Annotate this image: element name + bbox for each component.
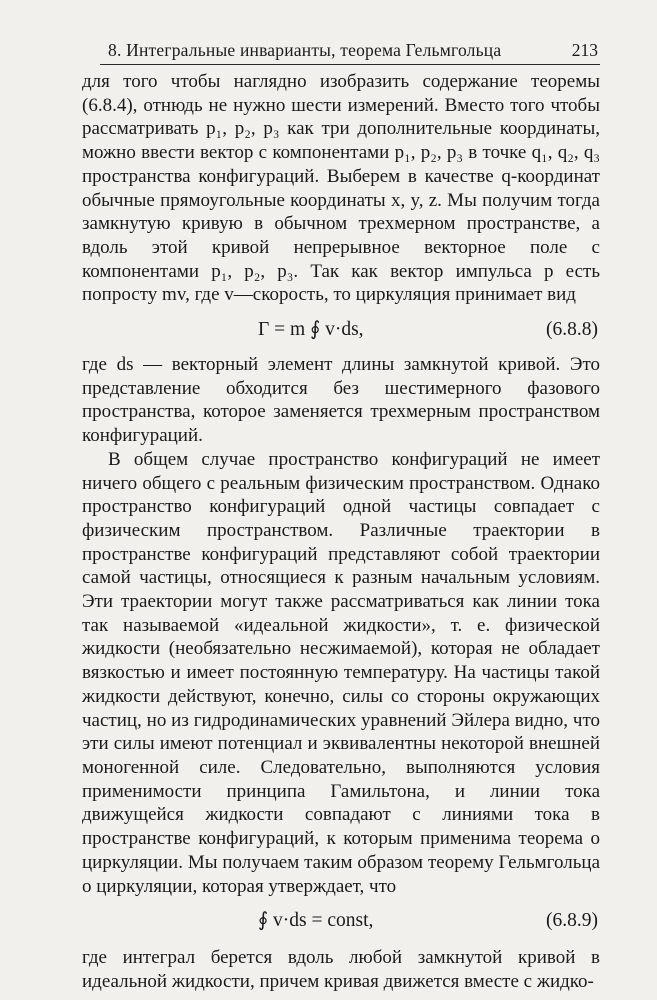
- page-body: [82, 70, 600, 994]
- running-title: 8. Интегральные инварианты, теорема Гельмгольца: [108, 40, 502, 60]
- equation-formula: Γ = m ∮ v·ds,: [258, 319, 364, 341]
- equation-number: (6.8.8): [546, 319, 598, 341]
- equation-formula: ∮ v·ds = const,: [258, 910, 374, 932]
- equation-number: (6.8.9): [546, 910, 598, 932]
- page-number: 213: [571, 40, 598, 60]
- paragraph-2: где ds — векторный элемент длины замкнутой кривой. Это представление обходится без шестимерного фазового пространства, которое заменяется трехмерным пространством конфигураций.: [82, 354, 600, 447]
- equation-6-8-8: [82, 307, 600, 353]
- running-header: [100, 36, 600, 65]
- equation-6-8-9: [82, 898, 600, 946]
- paragraph-4: где интеграл берется вдоль любой замкнутой кривой в идеальной жидкости, причем кривая движется вместе с жидко-: [82, 947, 600, 992]
- paragraph-1: для того чтобы наглядно изобразить содержание теоремы (6.8.4), отнюдь не нужно шести измерений. Вместо того чтобы рассматривать p₁, p₂, p₃ как три дополнительные координаты, можно ввести вектор с компонентами p₁, p₂, p₃ в точке q₁, q₂, q₃ пространства конфигураций. Выберем в качестве q-координат обычные прямоугольные координаты x, y, z. Мы получим тогда замкнутую кривую в обычном трехмерном пространстве, а вдоль этой кривой непрерывное векторное поле с компонентами p₁, p₂, p₃. Так как вектор импульса p есть попросту mv, где v—скорость, то циркуляция принимает вид: [82, 71, 600, 306]
- paragraph-3: В общем случае пространство конфигураций не имеет ничего общего с реальным физическим пространством. Однако пространство конфигураций одной частицы совпадает с физическим пространством. Различные траектории в пространстве конфигураций представляют собой траектории самой частицы, относящиеся к разным начальным условиям. Эти траектории могут также рассматриваться как линии тока так называемой «идеальной жидкости», т. е. физической жидкости (необязательно несжимаемой), которая не обладает вязкостью и имеет постоянную температуру. На частицы такой жидкости действуют, конечно, силы со стороны окружающих частиц, но из гидродинамических уравнений Эйлера видно, что эти силы имеют потенциал и эквивалентны некоторой внешней моногенной силе. Следовательно, выполняются условия применимости принципа Гамильтона, и линии тока движущейся жидкости совпадают с линиями тока в пространстве конфигураций, к которым применима теорема о циркуляции. Мы получаем таким образом теорему Гельмгольца о циркуляции, которая утверждает, что: [82, 448, 600, 897]
